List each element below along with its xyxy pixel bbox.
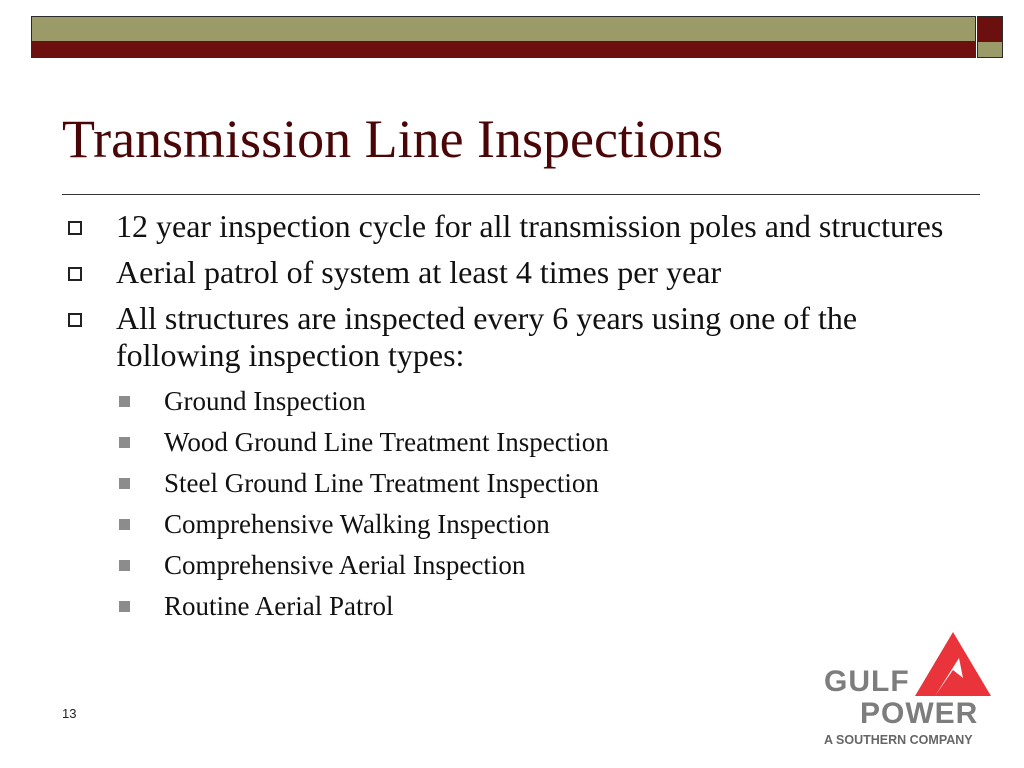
sub-bullet-text: Steel Ground Line Treatment Inspection <box>164 468 599 498</box>
bullet-item <box>62 300 962 374</box>
header-band-maroon <box>31 41 976 58</box>
bullet-item <box>62 254 962 291</box>
hollow-square-bullet-icon <box>68 313 82 327</box>
sub-bullet-item <box>62 463 962 504</box>
title-divider <box>62 194 980 195</box>
sub-bullet-item <box>62 586 962 627</box>
hollow-square-bullet-icon <box>68 221 82 235</box>
sub-bullet-item <box>62 545 962 586</box>
header-corner-olive <box>977 41 1003 58</box>
bullet-text: 12 year inspection cycle for all transmission poles and structures <box>116 208 944 244</box>
sub-bullet-list <box>62 381 962 627</box>
filled-square-bullet-icon <box>119 601 130 612</box>
page-number: 13 <box>62 706 77 721</box>
sub-bullet-text: Routine Aerial Patrol <box>164 591 394 621</box>
bullet-text: Aerial patrol of system at least 4 times per year <box>116 254 722 290</box>
sub-bullet-text: Wood Ground Line Treatment Inspection <box>164 427 609 457</box>
sub-bullet-item <box>62 381 962 422</box>
bullet-item <box>62 208 962 245</box>
slide-title: Transmission Line Inspections <box>62 109 723 169</box>
logo-gulf-text: GULF <box>824 665 910 698</box>
hollow-square-bullet-icon <box>68 267 82 281</box>
triangle-mark-icon <box>913 630 993 698</box>
sub-bullet-text: Comprehensive Walking Inspection <box>164 509 550 539</box>
sub-bullet-text: Comprehensive Aerial Inspection <box>164 550 526 580</box>
sub-bullet-item <box>62 504 962 545</box>
sub-bullet-text: Ground Inspection <box>164 386 366 416</box>
gulf-power-logo <box>818 630 1008 755</box>
filled-square-bullet-icon <box>119 437 130 448</box>
filled-square-bullet-icon <box>119 396 130 407</box>
filled-square-bullet-icon <box>119 478 130 489</box>
slide-content <box>62 208 962 627</box>
bullet-text: All structures are inspected every 6 years using one of the following inspection types: <box>116 300 858 373</box>
sub-bullet-item <box>62 422 962 463</box>
logo-power-text: POWER <box>860 697 979 730</box>
header-corner-maroon <box>977 16 1003 42</box>
logo-tagline: A SOUTHERN COMPANY <box>824 733 973 747</box>
filled-square-bullet-icon <box>119 519 130 530</box>
header-band-olive <box>31 16 976 42</box>
filled-square-bullet-icon <box>119 560 130 571</box>
